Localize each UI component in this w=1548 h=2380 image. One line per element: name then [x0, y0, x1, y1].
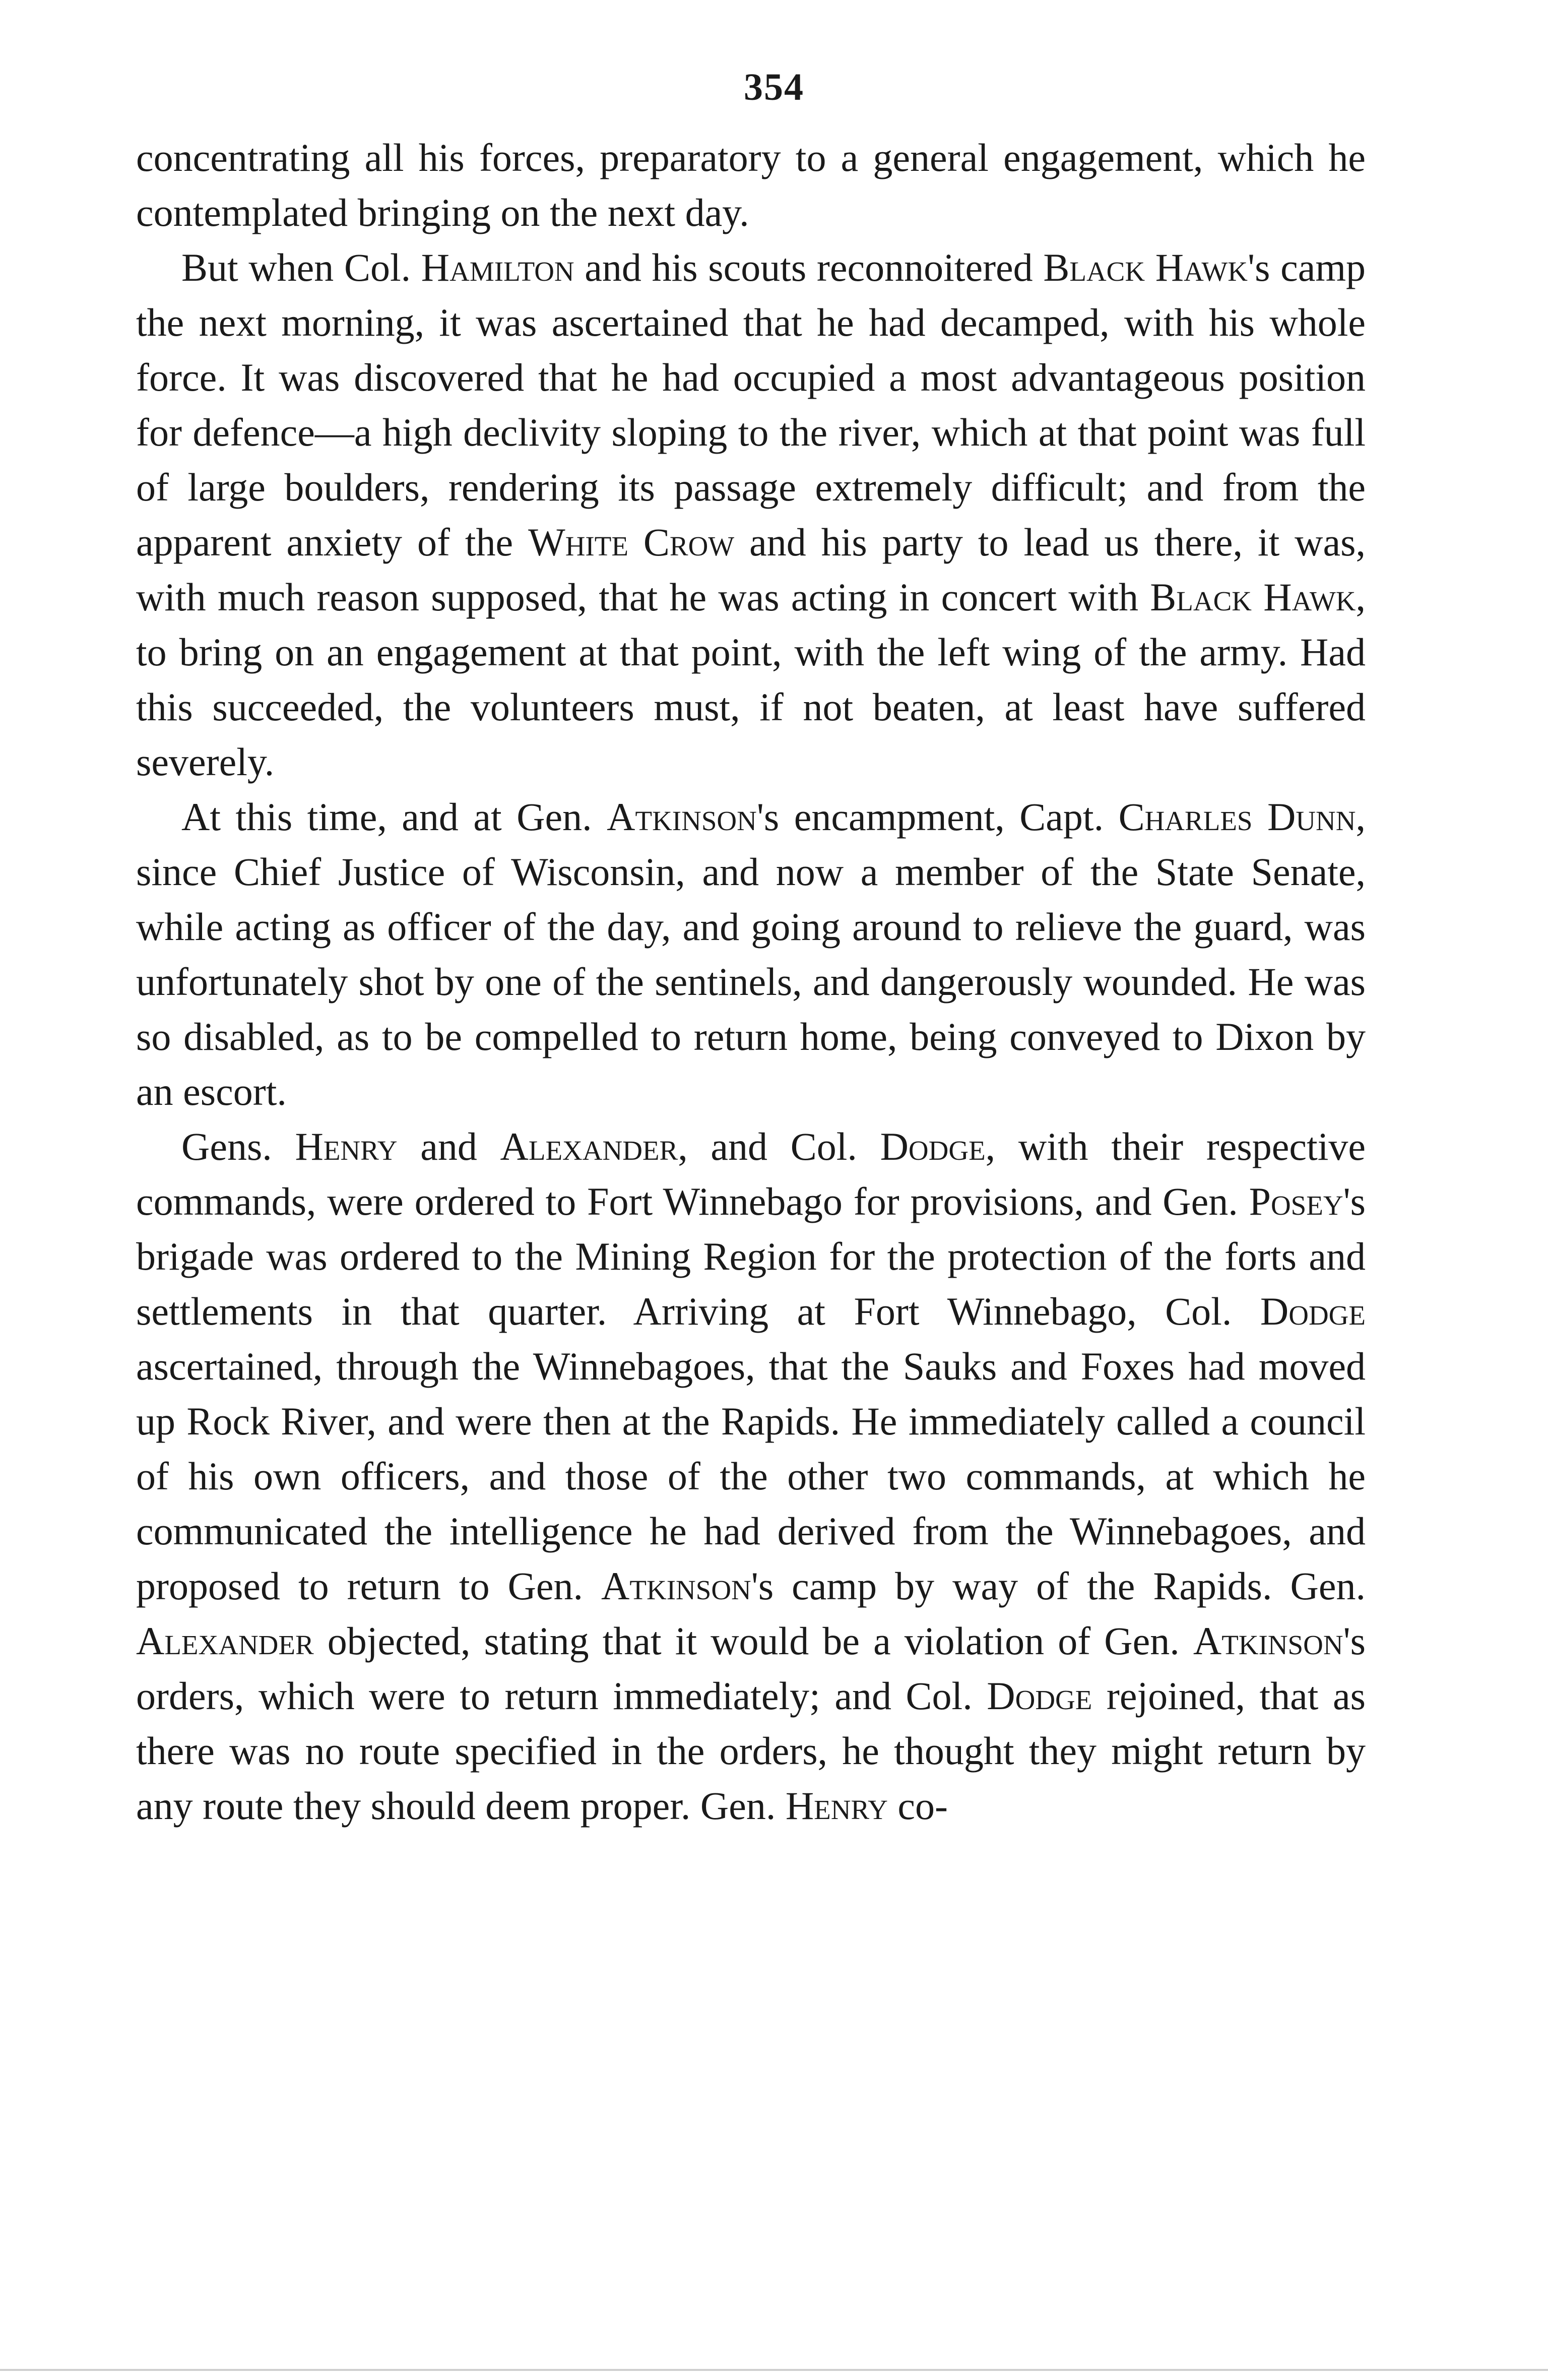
proper-name: Dodge	[1260, 1289, 1366, 1333]
proper-name: Alexander	[136, 1619, 314, 1663]
proper-name: Black Hawk	[1043, 245, 1248, 289]
proper-name: Dodge	[987, 1674, 1092, 1718]
proper-name: Hamilton	[421, 245, 574, 289]
text-run: , and Col.	[678, 1124, 880, 1168]
text-run: , with their respective commands, were ordered to Fort Winnebago for provisions, and Gen.	[136, 1124, 1366, 1223]
text-run: co-	[887, 1784, 948, 1828]
text-run: rejoined, that as there was no route specified in the orders, he thought they might return by any route they should deem proper. Gen.	[136, 1674, 1366, 1828]
text-run: concentrating all his forces, preparatory to a general engagement, which he contemplated bringing on the next day.	[136, 136, 1366, 234]
scan-edge	[0, 2369, 1548, 2371]
proper-name: Dodge	[880, 1124, 986, 1168]
proper-name: Charles Dunn	[1118, 795, 1356, 839]
proper-name: Atkinson	[601, 1564, 751, 1608]
proper-name: Alexander	[500, 1124, 678, 1168]
paragraph	[136, 1119, 1366, 1833]
text-run: But when Col.	[181, 245, 421, 289]
text-run: and his party to lead us there, it was, with much reason supposed, that he was acting in concert with	[136, 520, 1366, 619]
proper-name: Atkinson	[1193, 1619, 1343, 1663]
text-run: 's encampment, Capt.	[756, 795, 1119, 839]
proper-name: Posey	[1249, 1179, 1343, 1223]
proper-name: Black Hawk	[1150, 575, 1356, 619]
paragraph	[136, 789, 1366, 1119]
text-run: , to bring on an engagement at that point, with the left wing of the army. Had this succeeded, the volunteers must, if not beaten, at least have suffered severely.	[136, 575, 1366, 784]
paragraph	[136, 240, 1366, 789]
proper-name: White Crow	[528, 520, 735, 564]
text-run: 's orders, which were to return immediately; and Col.	[136, 1619, 1366, 1718]
text-run: and	[397, 1124, 500, 1168]
page-number: 354	[744, 66, 804, 108]
text-run: 's camp by way of the Rapids. Gen.	[751, 1564, 1366, 1608]
text-run: , since Chief Justice of Wisconsin, and now a member of the State Senate, while acting as officer of the day, and going around to relieve the guard, was unfortunately shot by one of the sentinels, and dangerously wounded. He was so disabled, as to be compelled to return home, being conveyed to Dixon by an escort.	[136, 795, 1366, 1113]
paragraph	[136, 130, 1366, 240]
proper-name: Henry	[295, 1124, 398, 1168]
text-run: objected, stating that it would be a violation of Gen.	[313, 1619, 1193, 1663]
text-run: 's camp the next morning, it was ascertained that he had decamped, with his whole force. It was discovered that he had occupied a most advantageous position for defence—a high declivity sloping to the river, which at that point was full of large boulders, rendering its passage extremely difficult; and from the apparent anxiety of the	[136, 245, 1366, 564]
body-text	[136, 130, 1366, 1833]
text-run: Gens.	[181, 1124, 295, 1168]
text-run: ascertained, through the Winnebagoes, that the Sauks and Foxes had moved up Rock River, and were then at the Rapids. He immediately called a council of his own officers, and those of the other two commands, at which he communicated the intelligence he had derived from the Winnebagoes, and proposed to return to Gen.	[136, 1344, 1366, 1608]
text-run: At this time, and at Gen.	[181, 795, 607, 839]
proper-name: Atkinson	[607, 795, 757, 839]
proper-name: Henry	[785, 1784, 888, 1828]
text-run: 's brigade was ordered to the Mining Region for the protection of the forts and settlements in that quarter. Arriving at Fort Winnebago, Col.	[136, 1179, 1366, 1333]
text-run: and his scouts reconnoitered	[574, 245, 1044, 289]
